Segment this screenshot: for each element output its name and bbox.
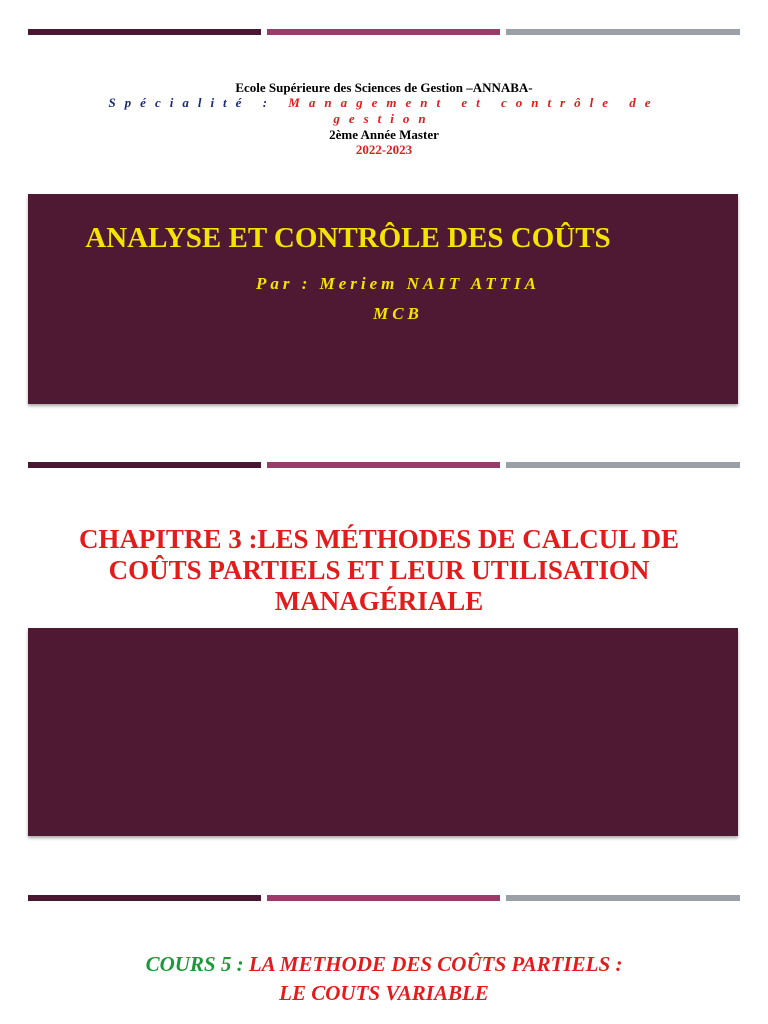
course-title-part2: LE COUTS VARIABLE <box>279 981 489 1005</box>
divider-bar-mid <box>267 29 500 35</box>
divider-bar-gray <box>506 895 740 901</box>
author-grade: MCB <box>373 304 423 323</box>
divider-bar-mid <box>267 462 500 468</box>
specialty-line <box>74 95 694 127</box>
course-title: ANALYSE ET CONTRÔLE DES COÛTS <box>85 222 611 254</box>
specialty-value: Management et contrôle de gestion <box>288 95 660 126</box>
author-line: Par : Meriem NAIT ATTIA <box>255 274 541 293</box>
course-title-part1: LA METHODE DES COÛTS PARTIELS : <box>248 952 623 976</box>
chapter-panel <box>28 628 738 836</box>
divider-bar-dark <box>28 29 261 35</box>
divider-bar-dark <box>28 895 261 901</box>
course-heading-line1 <box>0 950 768 979</box>
divider-bars-top <box>28 29 740 35</box>
divider-bars-bottom <box>28 895 740 901</box>
study-level: 2ème Année Master <box>329 127 439 142</box>
divider-bar-dark <box>28 462 261 468</box>
chapter-title <box>20 524 738 617</box>
academic-year: 2022-2023 <box>355 142 413 157</box>
divider-bars-middle <box>28 462 740 468</box>
institution-header <box>0 80 768 158</box>
divider-bar-gray <box>506 462 740 468</box>
chapter-title-line: MANAGÉRIALE <box>274 586 484 616</box>
course-label: COURS 5 : <box>145 952 244 976</box>
specialty-label: Spécialité : <box>108 95 277 110</box>
school-name: Ecole Supérieure des Sciences de Gestion –ANNABA- <box>235 80 533 95</box>
divider-bar-gray <box>506 29 740 35</box>
course-heading <box>0 950 768 1008</box>
divider-bar-mid <box>267 895 500 901</box>
chapter-title-line: CHAPITRE 3 :LES MÉTHODES DE CALCUL DE <box>78 524 680 554</box>
title-panel <box>28 194 738 404</box>
chapter-title-line: COÛTS PARTIELS ET LEUR UTILISATION <box>108 555 650 585</box>
